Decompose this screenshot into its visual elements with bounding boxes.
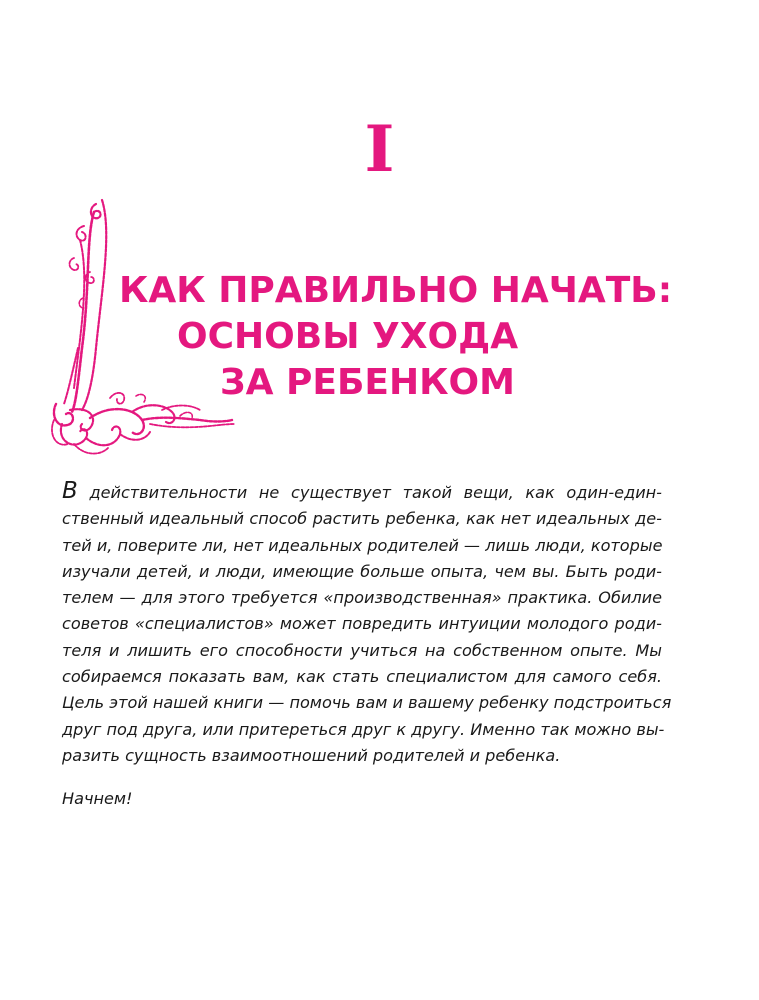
text-line: Цель этой нашей книги — помочь вам и вашему ребенку подстроиться bbox=[62, 693, 672, 713]
text-line: собираемся показать вам, как стать специалистом для самого себя. bbox=[62, 667, 662, 687]
text-line: изучали детей, и люди, имеющие больше опыта, чем вы. Быть роди- bbox=[62, 561, 662, 581]
drop-cap: В bbox=[62, 478, 78, 504]
text-line bbox=[62, 480, 662, 506]
chapter-title-line: КАК ПРАВИЛЬНО НАЧАТЬ: bbox=[119, 270, 673, 311]
text-line: теля и лишить его способности учиться на собственном опыте. Мы bbox=[62, 640, 662, 660]
chapter-title-line: ЗА РЕБЕНКОМ bbox=[220, 362, 515, 403]
chapter-title-line: ОСНОВЫ УХОДА bbox=[177, 316, 519, 357]
body-paragraph bbox=[62, 478, 672, 769]
text-line: ственный идеальный способ растить ребенка, как нет идеальных де- bbox=[62, 509, 662, 529]
text-line: тей и, поверите ли, нет идеальных родителей — лишь люди, которые bbox=[62, 535, 663, 555]
text-line: советов «специалистов» может повредить интуиции молодого роди- bbox=[62, 614, 662, 634]
closing-line: Начнем! bbox=[62, 789, 133, 808]
text-line: друг под друга, или притереться друг к другу. Именно так можно вы- bbox=[62, 719, 665, 739]
part-number: I bbox=[364, 112, 395, 187]
text-line-content: действительности не существует такой вещи, как один-един- bbox=[77, 483, 662, 502]
text-line: телем — для этого требуется «производственная» практика. Обилие bbox=[62, 588, 662, 608]
chapter-title bbox=[95, 268, 673, 406]
text-line: разить сущность взаимоотношений родителей и ребенка. bbox=[62, 745, 561, 765]
